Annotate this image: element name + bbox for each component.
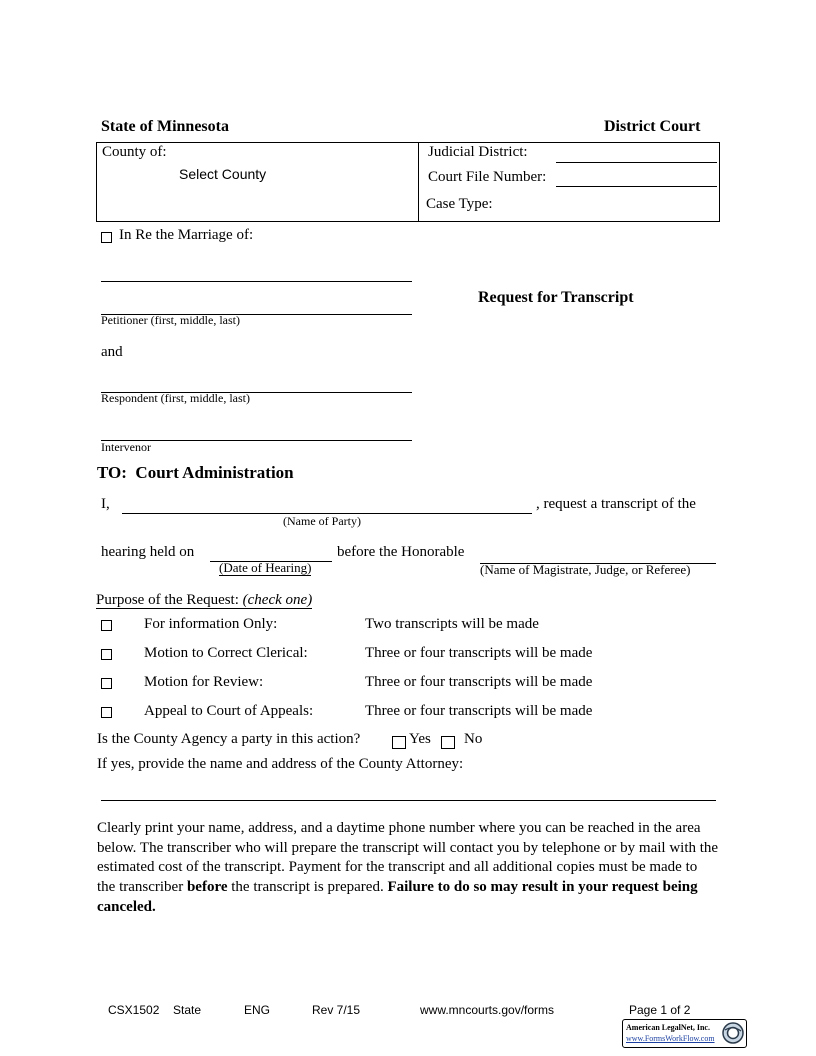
purpose-option-label: For information Only: [144,616,278,632]
county-agency-yes-label: Yes [409,731,431,747]
purpose-option-note: Three or four transcripts will be made [365,674,593,690]
caption-box [96,142,720,222]
party-name-line-1[interactable] [101,281,412,282]
form-title: Request for Transcript [478,289,634,306]
judicial-district-field[interactable] [556,162,717,163]
purpose-option-label: Appeal to Court of Appeals: [144,703,314,719]
county-agency-yes-checkbox[interactable] [392,736,406,749]
purpose-info-checkbox[interactable] [101,620,112,631]
purpose-option-label: Motion to Correct Clerical: [144,645,308,661]
in-re-marriage-label: In Re the Marriage of: [119,227,254,243]
formsworkflow-badge[interactable] [622,1019,747,1048]
instructions-text-1: Clearly print your name, address, and a daytime phone number where you can be reached in the area below. The transcriber who will prepare the transcript will contact you by telephone or by mail with the estimated cost of the transcript. Payment for the transcript and all additional copies must be made to the transcriber [97,820,719,896]
purpose-heading [96,592,312,609]
purpose-heading-text: Purpose of the Request: [96,592,239,608]
footer-form-code: CSX1502 [108,1003,160,1017]
instructions-warning: Failure to do so may result in your request being canceled. [97,879,698,915]
caption-divider [418,142,419,222]
in-re-marriage-checkbox[interactable] [101,232,112,243]
court-file-number-field[interactable] [556,186,717,187]
county-agency-no-label: No [464,731,483,747]
purpose-option-note: Three or four transcripts will be made [365,645,593,661]
before-honorable-label: before the Honorable [337,544,465,560]
purpose-option-label: Motion for Review: [144,674,264,690]
court-heading: District Court [604,118,701,135]
petitioner-label: Petitioner (first, middle, last) [101,313,240,327]
instructions-paragraph [97,819,719,918]
footer-url: www.mncourts.gov/forms [420,1003,555,1017]
i-label: I, [101,496,110,512]
to-court-administration: TO: Court Administration [97,463,294,482]
and-label: and [101,344,123,360]
badge-site-link[interactable]: www.FormsWorkFlow.com [626,1034,715,1043]
purpose-option-note: Three or four transcripts will be made [365,703,593,719]
purpose-option-note: Two transcripts will be made [365,616,539,632]
footer-page-number: Page 1 of 2 [629,1003,691,1017]
county-label: County of: [102,144,167,160]
county-attorney-field[interactable] [101,800,716,801]
case-type-label: Case Type: [426,196,493,212]
judicial-district-label: Judicial District: [428,144,528,160]
county-agency-no-checkbox[interactable] [441,736,455,749]
name-of-party-label: (Name of Party) [283,514,361,528]
purpose-review-checkbox[interactable] [101,678,112,689]
badge-globe-icon [722,1022,744,1044]
respondent-label: Respondent (first, middle, last) [101,391,250,405]
county-agency-question: Is the County Agency a party in this action? [97,731,361,747]
magistrate-label: (Name of Magistrate, Judge, or Referee) [480,562,691,577]
instructions-bold-before: before [186,879,228,896]
purpose-correct-clerical-checkbox[interactable] [101,649,112,660]
court-file-number-label: Court File Number: [428,169,547,185]
state-heading: State of Minnesota [101,118,229,135]
footer-revision: Rev 7/15 [312,1003,361,1017]
date-of-hearing-label: (Date of Hearing) [219,560,312,575]
footer-language: ENG [244,1003,271,1017]
hearing-held-label: hearing held on [101,544,195,560]
badge-company: American LegalNet, Inc. [626,1023,710,1032]
request-text: , request a transcript of the [536,496,696,512]
instructions-text-2: the transcript is prepared. [227,879,388,896]
intervenor-label: Intervenor [101,440,151,454]
county-attorney-prompt: If yes, provide the name and address of the County Attorney: [97,756,464,772]
county-select[interactable]: Select County [179,166,267,182]
purpose-appeal-checkbox[interactable] [101,707,112,718]
purpose-heading-note: (check one) [242,592,313,608]
footer-jurisdiction: State [173,1003,202,1017]
